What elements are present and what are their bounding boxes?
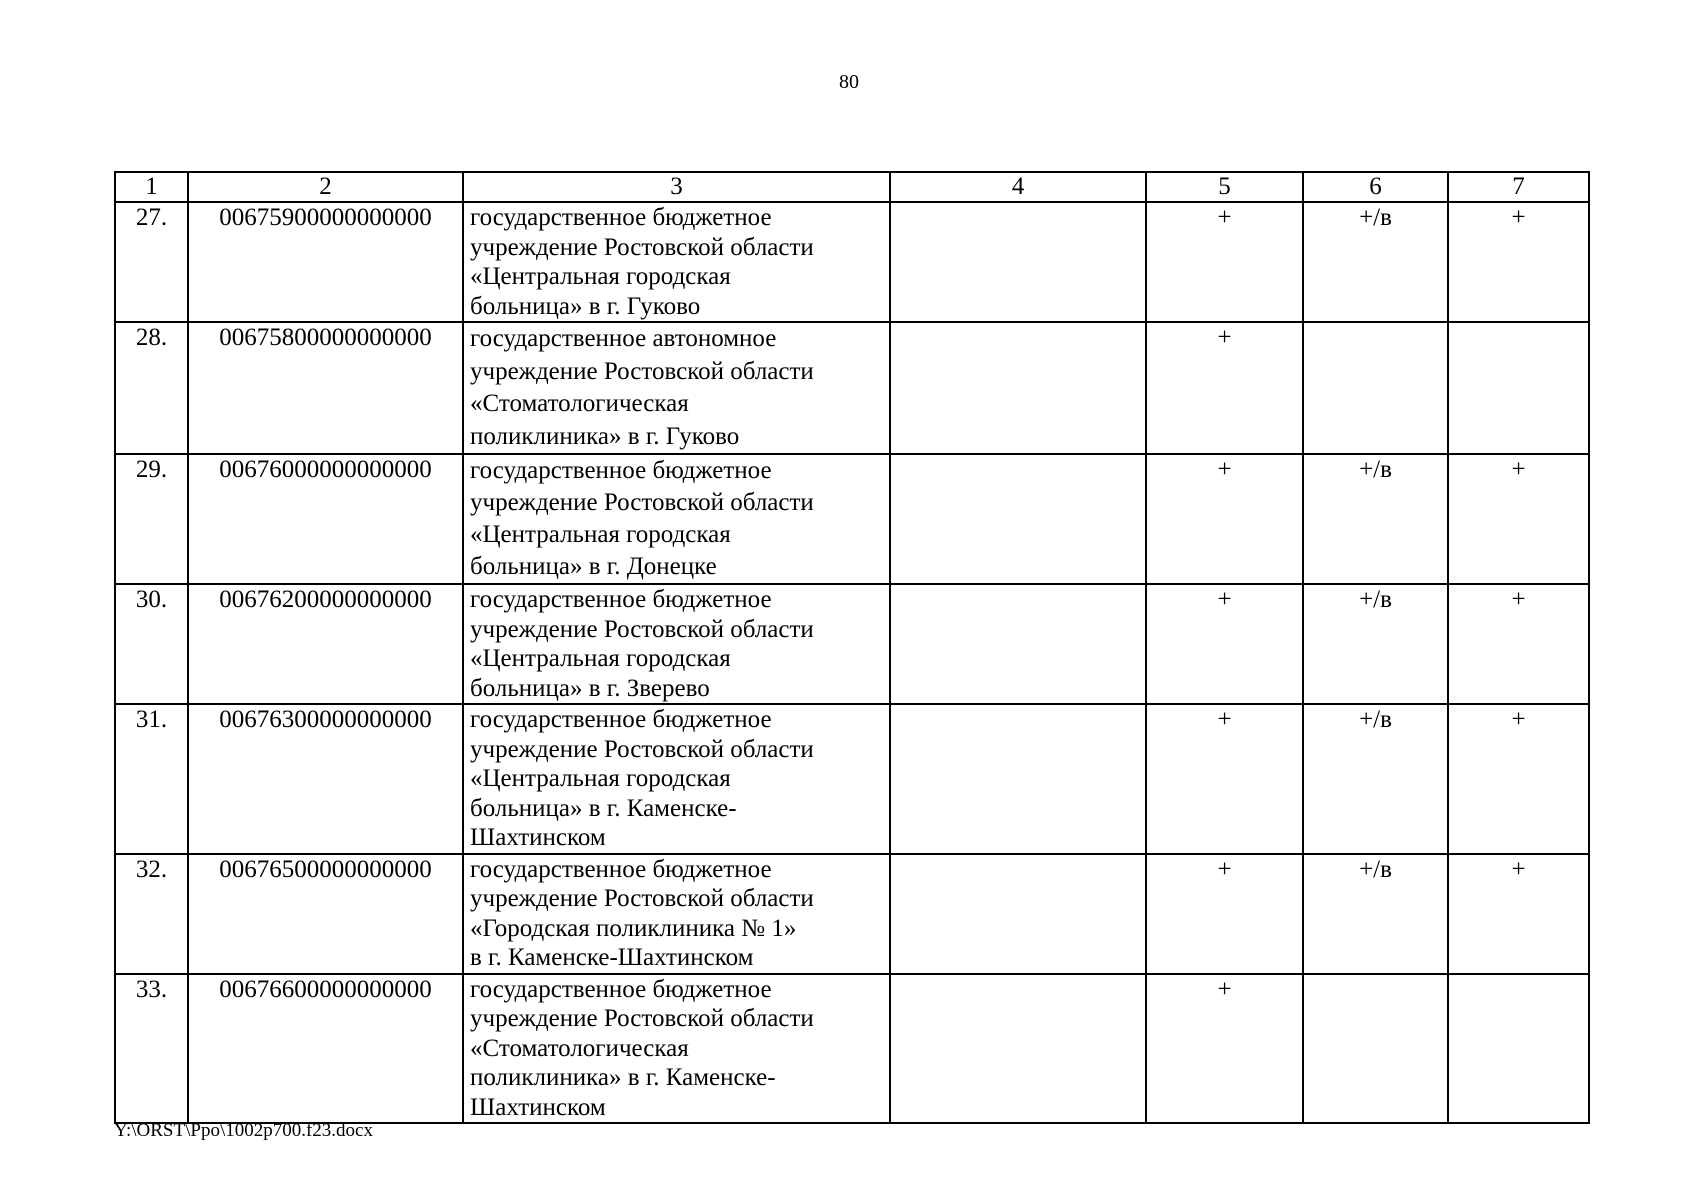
table-row (115, 322, 1589, 454)
org-name-line: учреждение Ростовской области (470, 1005, 814, 1032)
org-name-line: больница» в г. Гуково (470, 292, 701, 320)
org-name (463, 584, 890, 704)
cell-col6: +/в (1303, 202, 1448, 322)
cell-col5: + (1146, 974, 1303, 1124)
org-name-line: в г. Каменске-Шахтинском (470, 944, 754, 971)
org-name-line: больница» в г. Зверево (470, 674, 710, 702)
cell-col6: +/в (1303, 584, 1448, 704)
column-header: 1 (115, 172, 188, 202)
cell-col5: + (1146, 322, 1303, 454)
org-name-line: «Городская поликлиника № 1» (470, 914, 797, 942)
org-name (463, 974, 890, 1124)
cell-col5: + (1146, 202, 1303, 322)
table-row (115, 584, 1589, 704)
org-name-line: учреждение Ростовской области (470, 735, 814, 763)
org-code: 00676500000000000 (188, 854, 463, 974)
cell-col6: +/в (1303, 454, 1448, 584)
org-name-line: «Стоматологическая (470, 390, 689, 417)
cell-col7: + (1448, 202, 1589, 322)
cell-col7: + (1448, 854, 1589, 974)
page-number: 80 (839, 71, 859, 93)
row-number: 32. (115, 854, 188, 974)
cell-col5: + (1146, 584, 1303, 704)
org-name-line: государственное бюджетное (470, 204, 772, 231)
org-code: 00676600000000000 (188, 974, 463, 1124)
org-name-line: поликлиника» в г. Каменске- (470, 1064, 776, 1091)
org-name-line: больница» в г. Донецке (470, 553, 717, 580)
cell-col4 (890, 974, 1146, 1124)
org-code: 00676300000000000 (188, 704, 463, 854)
org-code: 00676200000000000 (188, 584, 463, 704)
org-code: 00676000000000000 (188, 454, 463, 584)
column-header: 3 (463, 172, 890, 202)
cell-col7: + (1448, 704, 1589, 854)
org-name-line: учреждение Ростовской области (470, 885, 814, 912)
row-number: 28. (115, 322, 188, 454)
cell-col6 (1303, 322, 1448, 454)
column-header: 5 (1146, 172, 1303, 202)
org-name-line: учреждение Ростовской области (470, 489, 814, 516)
row-number: 27. (115, 202, 188, 322)
cell-col6: +/в (1303, 854, 1448, 974)
cell-col5: + (1146, 454, 1303, 584)
header-row (115, 172, 1589, 202)
org-name-line: государственное бюджетное (470, 706, 772, 733)
org-name (463, 202, 890, 322)
org-code: 00675900000000000 (188, 202, 463, 322)
org-name-line: Шахтинском (470, 824, 606, 851)
org-name-line: больница» в г. Каменске- (470, 794, 737, 822)
column-header: 4 (890, 172, 1146, 202)
cell-col7 (1448, 322, 1589, 454)
cell-col7: + (1448, 584, 1589, 704)
cell-col5: + (1146, 854, 1303, 974)
org-name-line: государственное автономное (470, 325, 777, 352)
cell-col5: + (1146, 704, 1303, 854)
table-row (115, 202, 1589, 322)
cell-col7 (1448, 974, 1589, 1124)
org-name-line: «Центральная городская (470, 263, 731, 290)
org-name-line: «Центральная городская (470, 765, 731, 792)
file-path-footer: Y:\ORST\Ppo\1002p700.f23.docx (114, 1120, 373, 1141)
table-row (115, 974, 1589, 1124)
cell-col7: + (1448, 454, 1589, 584)
cell-col6 (1303, 974, 1448, 1124)
row-number: 33. (115, 974, 188, 1124)
row-number: 29. (115, 454, 188, 584)
column-header: 7 (1448, 172, 1589, 202)
org-name-line: «Стоматологическая (470, 1034, 689, 1062)
table-row (115, 854, 1589, 974)
org-name-line: поликлиника» в г. Гуково (470, 422, 740, 450)
column-header: 6 (1303, 172, 1448, 202)
cell-col4 (890, 584, 1146, 704)
org-name-line: государственное бюджетное (470, 457, 772, 484)
cell-col4 (890, 322, 1146, 454)
table-row (115, 454, 1589, 584)
cell-col6: +/в (1303, 704, 1448, 854)
document-table (114, 171, 1590, 1124)
cell-col4 (890, 202, 1146, 322)
cell-col4 (890, 704, 1146, 854)
org-name-line: «Центральная городская (470, 645, 731, 672)
org-name-line: государственное бюджетное (470, 975, 772, 1003)
org-name-line: учреждение Ростовской области (470, 615, 814, 643)
table-row (115, 704, 1589, 854)
org-name (463, 854, 890, 974)
row-number: 31. (115, 704, 188, 854)
cell-col4 (890, 854, 1146, 974)
column-header: 2 (188, 172, 463, 202)
org-name (463, 704, 890, 854)
row-number: 30. (115, 584, 188, 704)
org-name-line: Шахтинском (470, 1093, 606, 1121)
org-name (463, 454, 890, 584)
cell-col4 (890, 454, 1146, 584)
org-name-line: государственное бюджетное (470, 586, 772, 613)
org-name-line: государственное бюджетное (470, 855, 772, 883)
org-name-line: учреждение Ростовской области (470, 233, 814, 261)
org-name-line: «Центральная городская (470, 521, 731, 548)
org-name-line: учреждение Ростовской области (470, 357, 814, 385)
org-name (463, 322, 890, 454)
org-code: 00675800000000000 (188, 322, 463, 454)
